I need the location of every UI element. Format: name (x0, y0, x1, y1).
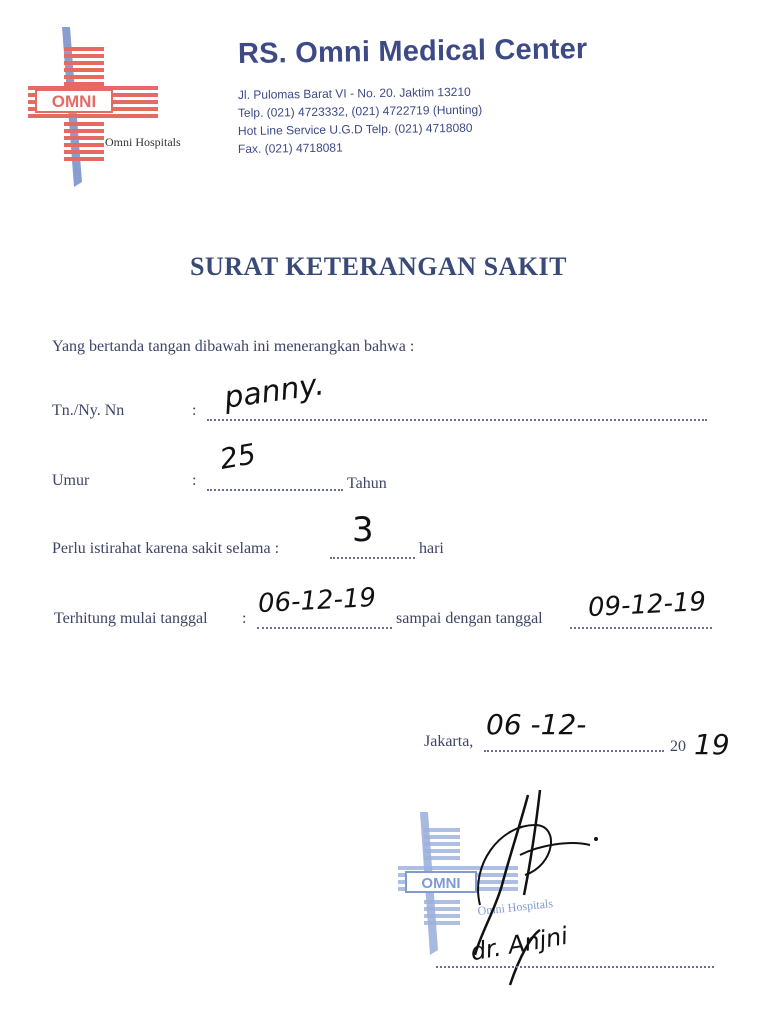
signing-date-handwritten: 06 -12- (486, 708, 587, 741)
signing-place: Jakarta, (424, 733, 474, 750)
hospital-fax: Fax. (021) 4718081 (237, 140, 343, 156)
age-handwritten: 25 (217, 437, 259, 476)
hospital-hotline: Hot Line Service U.G.D Telp. (021) 4718080 (237, 120, 473, 138)
hospital-phone: Telp. (021) 4723332, (021) 4722719 (Hunting) (237, 102, 483, 120)
name-label: Tn./Ny. Nn (52, 402, 125, 419)
stamp-logo-text: OMNI (421, 875, 461, 892)
stamp-subtitle: Omni Hospitals (476, 896, 554, 918)
from-date-handwritten: 06-12-19 (257, 582, 377, 620)
signing-date-dotted-line (484, 750, 664, 752)
logo-text: OMNI (51, 92, 97, 111)
hospital-name: RS. Omni Medical Center (237, 33, 588, 70)
name-colon: : (192, 402, 197, 419)
omni-hospitals-logo (22, 22, 212, 192)
name-handwritten: panny. (222, 367, 327, 416)
until-dotted-line (570, 627, 712, 629)
signing-year-prefix: 20 (670, 738, 686, 755)
signing-year-handwritten: 19 (694, 728, 730, 761)
from-dotted-line (257, 627, 392, 629)
from-label: Terhitung mulai tanggal (54, 610, 208, 627)
age-colon: : (192, 472, 197, 489)
rest-label: Perlu istirahat karena sakit selama : (52, 540, 280, 557)
age-unit: Tahun (347, 475, 387, 492)
signer-handwritten: dr. Anjni (468, 921, 571, 967)
until-date-handwritten: 09-12-19 (587, 586, 707, 624)
doctor-signature (440, 785, 610, 1005)
name-dotted-line (207, 419, 707, 421)
logo-subtitle: Omni Hospitals (105, 135, 181, 149)
from-colon: : (242, 610, 247, 627)
until-label: sampai dengan tanggal (396, 610, 543, 627)
rest-dotted-line (330, 557, 415, 559)
rest-handwritten: 3 (352, 510, 374, 550)
signature-dotted-line (436, 966, 714, 968)
intro-text: Yang bertanda tangan dibawah ini menerangkan bahwa : (52, 338, 415, 355)
rest-unit: hari (419, 540, 444, 557)
age-label: Umur (52, 472, 90, 489)
hospital-address: Jl. Pulomas Barat VI - No. 20. Jaktim 13210 (237, 84, 471, 102)
age-dotted-line (207, 489, 343, 491)
document-title: SURAT KETERANGAN SAKIT (190, 252, 568, 281)
